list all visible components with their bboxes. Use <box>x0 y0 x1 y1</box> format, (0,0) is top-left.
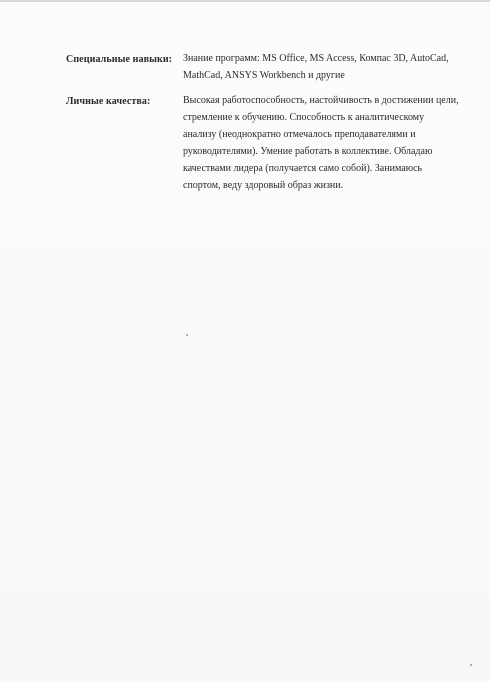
text-line: качествами лидера (получается само собой). Занимаюсь <box>183 163 423 174</box>
scan-speck <box>470 664 472 666</box>
scan-speck <box>186 334 188 336</box>
text-line: спортом, веду здоровый образ жизни. <box>183 180 344 191</box>
section-label-personal-qualities: Личные качества: <box>66 96 151 107</box>
section-text-special-skills <box>183 50 458 84</box>
text-line: анализу (неоднократно отмечалось преподавателями и <box>183 129 416 140</box>
text-line: стремление к обучению. Способность к аналитическому <box>183 112 425 123</box>
text-line: MathCad, ANSYS Workbench и другие <box>183 70 345 81</box>
text-line: Знание программ: MS Office, MS Access, Компас 3D, AutoCad, <box>183 53 449 64</box>
section-text-personal-qualities <box>183 92 458 194</box>
text-line: Высокая работоспособность, настойчивость в достижении цели, <box>183 95 459 106</box>
page-top-edge <box>0 0 490 2</box>
text-line: руководителями). Умение работать в коллективе. Обладаю <box>183 146 433 157</box>
section-label-special-skills: Специальные навыки: <box>66 54 173 65</box>
